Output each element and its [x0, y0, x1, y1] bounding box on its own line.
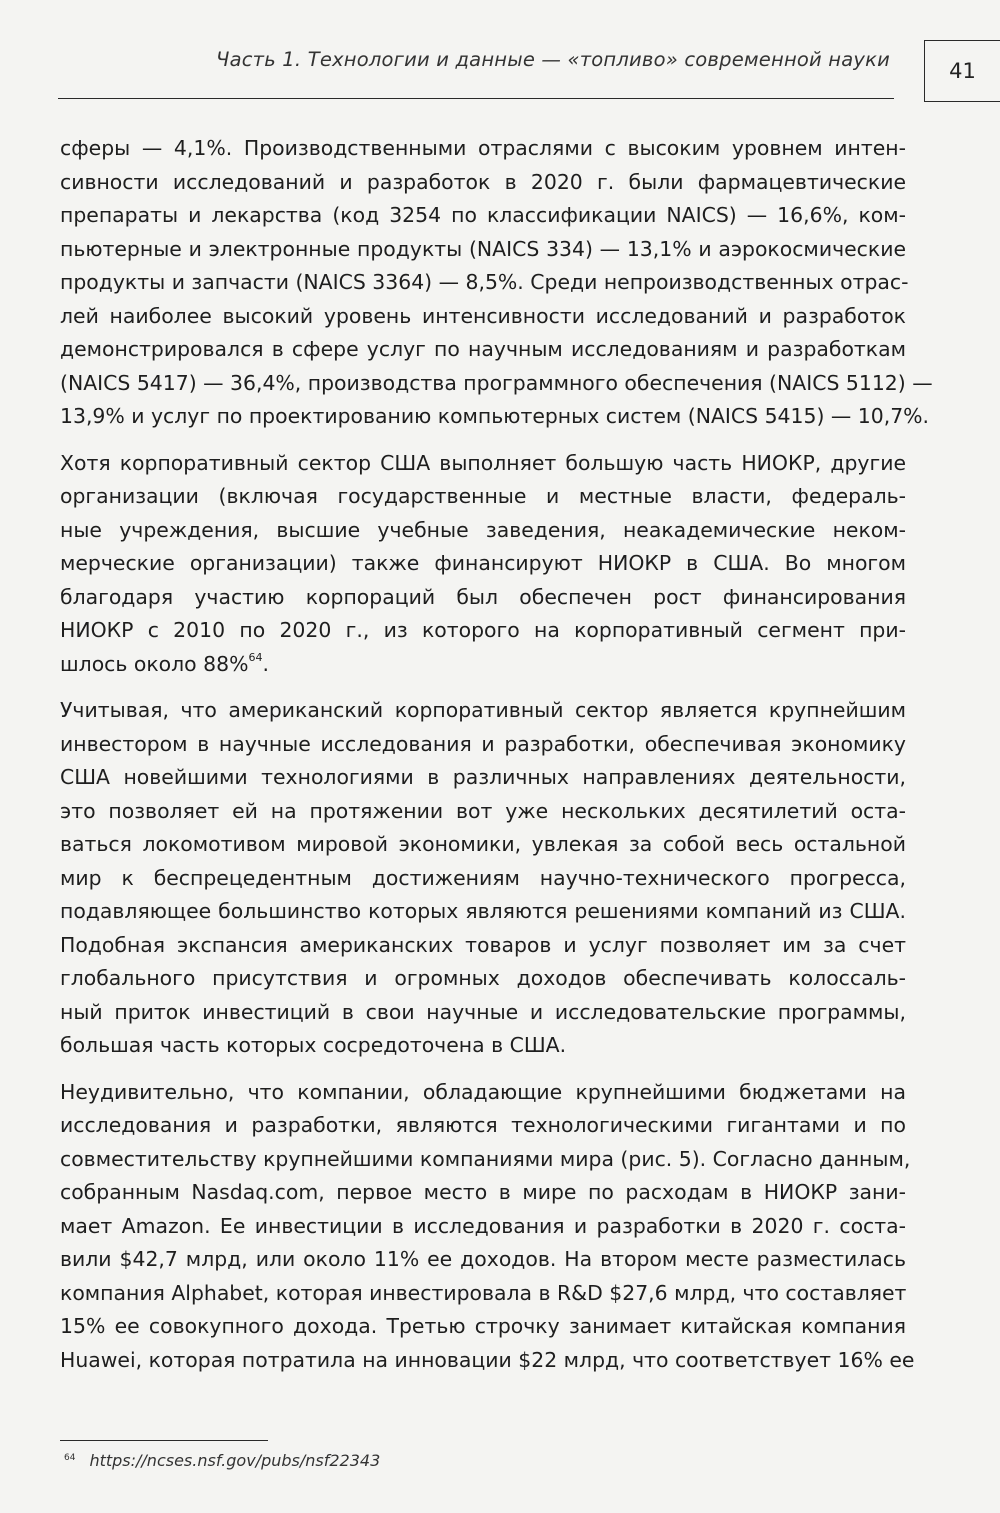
text-line: ный приток инвестиций в свои научные и исследовательские программы, [60, 999, 906, 1024]
text-line: ные учреждения, высшие учебные заведения, неакадемические неком- [60, 517, 906, 542]
text-line: Хотя корпоративный сектор США выполняет большую часть НИОКР, другие [60, 450, 906, 475]
text-line: шлось около 88% [60, 651, 249, 676]
paragraph-3 [60, 694, 906, 1063]
text-line: продукты и запчасти (NAICS 3364) — 8,5%. Среди непроизводственных отрас- [60, 270, 909, 294]
text-line: организации (включая государственные и местные власти, федераль- [60, 484, 906, 508]
text-line: ваться локомотивом мировой экономики, увлекая за собой весь остальной [60, 832, 906, 856]
text-line: демонстрировался в сфере услуг по научным исследованиям и разработкам [60, 337, 906, 361]
footnote-rule [60, 1440, 268, 1441]
text-line: НИОКР с 2010 по 2020 г., из которого на корпоративный сегмент при- [60, 618, 906, 642]
body-text [60, 132, 933, 1390]
paragraph-1 [60, 132, 933, 434]
text-line: мир к беспрецедентным достижениям научно-технического прогресса, [60, 865, 906, 890]
paragraph-2 [60, 447, 906, 682]
page-number: 41 [924, 40, 1000, 102]
text-line: сивности исследований и разработок в 2020 г. были фармацевтические [60, 169, 906, 194]
paragraph-4 [60, 1076, 915, 1378]
text-line: Подобная экспансия американских товаров и услуг позволяет им за счет [60, 932, 906, 957]
text-line: 13,9% и услуг по проектированию компьютерных систем (NAICS 5415) — 10,7%. [60, 404, 930, 428]
text-line: собранным Nasdaq.com, первое место в мире по расходам в НИОКР зани- [60, 1180, 906, 1204]
footnote-reference[interactable]: 64 [248, 650, 263, 664]
text-line: Неудивительно, что компании, обладающие крупнейшими бюджетами на [60, 1079, 906, 1104]
text-line: США новейшими технологиями в различных направлениях деятельности, [60, 765, 906, 789]
text-line: мает Amazon. Ее инвестиции в исследования и разработки в 2020 г. соста- [60, 1213, 906, 1238]
text-line: благодаря участию корпораций был обеспечен рост финансирования [60, 584, 906, 609]
text-line: компания Alphabet, которая инвестировала в R&D $27,6 млрд, что составляет [60, 1280, 907, 1305]
text-line: Учитывая, что американский корпоративный сектор является крупнейшим [60, 698, 906, 722]
text-line: это позволяет ей на протяжении вот уже нескольких десятилетий оста- [60, 798, 906, 823]
text-line: вили $42,7 млрд, или около 11% ее доходов. На втором месте разместилась [60, 1247, 906, 1271]
text-line: подавляющее большинство которых являются решениями компаний из США. [60, 899, 906, 923]
text-line: глобального присутствия и огромных доходов обеспечивать колоссаль- [60, 966, 906, 990]
footnote-number: 64 [64, 1453, 76, 1463]
text-line: пьютерные и электронные продукты (NAICS 334) — 13,1% и аэрокосмические [60, 236, 906, 261]
running-header: Часть 1. Технологии и данные — «топливо» современной науки [216, 48, 890, 71]
text-line: Huawei, которая потратила на инновации $22 млрд, что соответствует 16% ее [60, 1347, 915, 1372]
footnote-link[interactable]: https://ncses.nsf.gov/pubs/nsf22343 [89, 1451, 381, 1470]
text-line: (NAICS 5417) — 36,4%, производства программного обеспечения (NAICS 5112) — [60, 370, 933, 395]
text-line: исследования и разработки, являются технологическими гигантами и по [60, 1113, 906, 1137]
text-line: большая часть которых сосредоточена в США. [60, 1033, 567, 1057]
header-rule [58, 98, 894, 99]
text-line: лей наиболее высокий уровень интенсивности исследований и разработок [60, 303, 906, 328]
text-line-with-footnote: шлось около 88%$^{64}$. [60, 650, 269, 676]
text-line: мерческие организации) также финансируют НИОКР в США. Во многом [60, 551, 906, 575]
text-line: препараты и лекарства (код 3254 по классификации NAICS) — 16,6%, ком- [60, 203, 906, 227]
text-line: сферы — 4,1%. Производственными отраслями с высоким уровнем интен- [60, 136, 906, 160]
footnote [64, 1451, 380, 1470]
text-line: инвестором в научные исследования и разработки, обеспечивая экономику [60, 731, 906, 756]
text-line: 15% ее совокупного дохода. Третью строчку занимает китайская компания [60, 1314, 906, 1338]
text-line: совместительству крупнейшими компаниями мира (рис. 5). Согласно данным, [60, 1146, 911, 1171]
